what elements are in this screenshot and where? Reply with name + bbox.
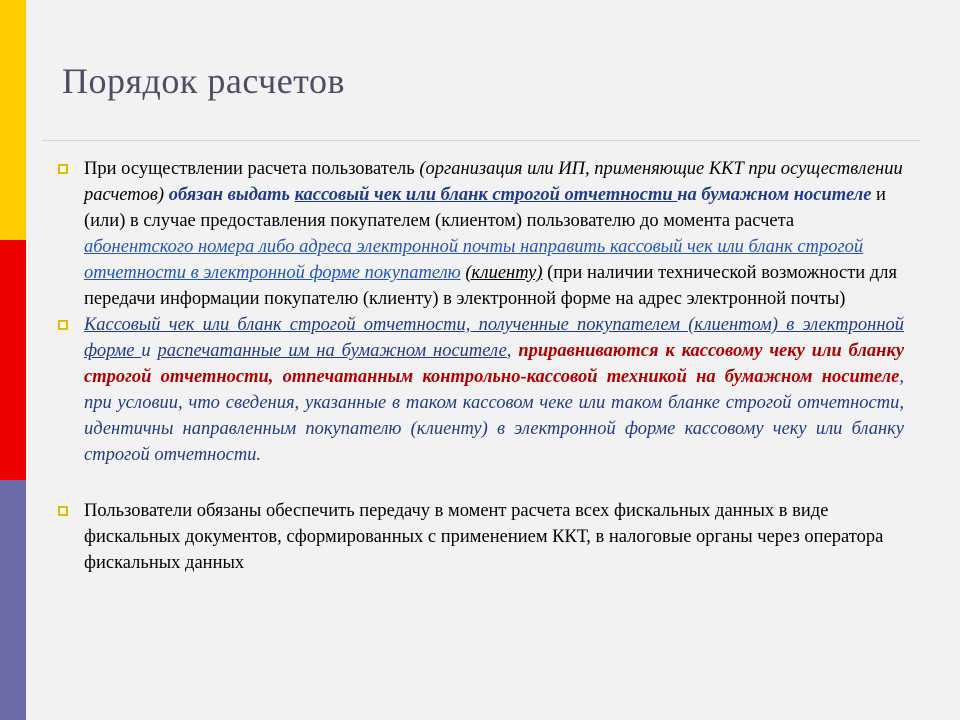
text-run: , [506, 341, 519, 361]
square-bullet-icon [58, 320, 68, 330]
text-run: (клиенту) [465, 263, 543, 283]
email-receipt-link[interactable]: абонентского номера либо адреса электронной почты направить кассовый чек или бланк строгой отчетности в электронной форме покупателю [84, 237, 864, 283]
slide-title: Порядок расчетов [62, 61, 345, 101]
electronic-receipt-link[interactable]: Кассовый чек или бланк строгой отчетности, полученные покупателем (клиентом) в электронной форме [84, 315, 904, 361]
text-run: (при наличии технической возможности для передачи информации покупателю (клиенту) в электронной форме на адрес электронной почты) [84, 263, 897, 309]
title-divider [42, 140, 920, 141]
accent-stripe-yellow [0, 0, 26, 240]
slide-body [58, 156, 904, 576]
text-run: Пользователи обязаны обеспечить передачу в момент расчета всех фискальных данных в виде фискальных документов, сформированных с применением ККТ, в налоговые органы через оператора фискальных данных [84, 501, 884, 573]
bullet-item-3 [58, 498, 904, 576]
bullet-item-1 [58, 156, 904, 312]
text-run: (организация или ИП, применяющие ККТ при осуществлении расчетов) [84, 159, 903, 205]
text-run: и (или) в случае предоставления покупателем (клиентом) пользователю до момента расчета [84, 185, 886, 231]
text-run: на бумажном носителе [677, 185, 872, 205]
square-bullet-icon [58, 506, 68, 516]
bullet-item-2 [58, 312, 904, 468]
accent-stripe-purple [0, 480, 26, 720]
printed-receipt-link[interactable]: распечатанные им на бумажном носителе [157, 341, 507, 361]
receipt-link[interactable]: кассовый чек или бланк строгой отчетности [294, 185, 678, 205]
text-run: обязан выдать [168, 185, 295, 205]
square-bullet-icon [58, 164, 68, 174]
text-run: и [141, 341, 158, 361]
accent-stripe-red [0, 240, 26, 480]
text-run: , при условии, что сведения, указанные в таком кассовом чеке или таком бланке строгой отчетности, идентичны направленным покупателю (клиенту) в электронной форме кассовому чеку или бланку строгой отчетности. [84, 367, 904, 465]
text-run: приравниваются к кассовому чеку или бланку строгой отчетности, отпечатанным контрольно-кассовой техникой на бумажном носителе [84, 341, 905, 387]
text-run: При осуществлении расчета пользователь [84, 159, 420, 179]
